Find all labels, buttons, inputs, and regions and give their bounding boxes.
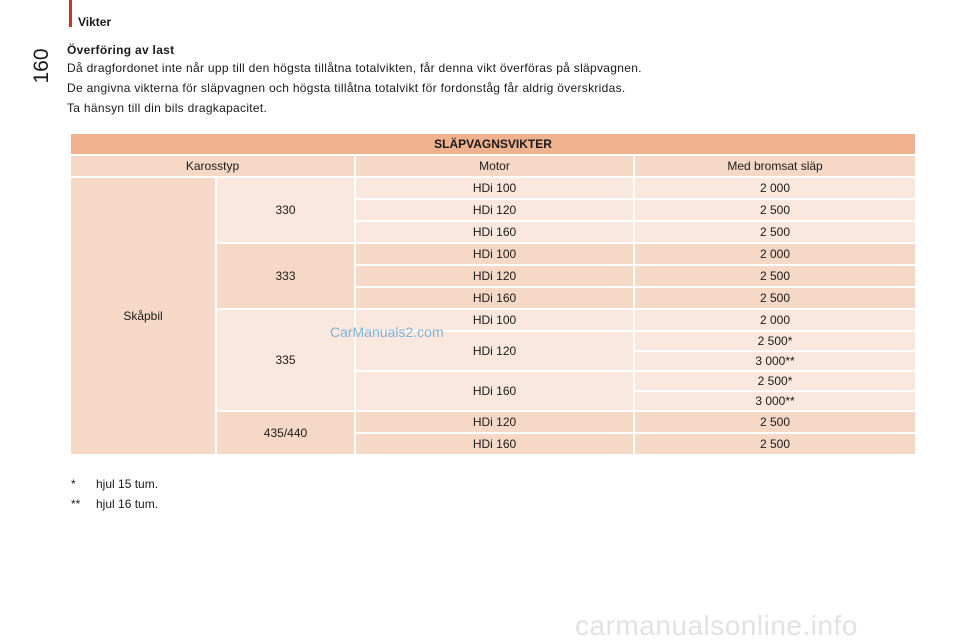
- intro-section: [67, 43, 947, 121]
- engine-cell: HDi 120: [356, 412, 635, 432]
- engine-cell: HDi 160: [356, 434, 635, 454]
- engine-cell: HDi 120: [356, 332, 635, 370]
- column-header-braked-trailer: Med bromsat släp: [635, 156, 915, 176]
- table-title: SLÄPVAGNSVIKTER: [71, 134, 915, 154]
- column-header-engine: Motor: [356, 156, 635, 176]
- column-header-body-type: Karosstyp: [71, 156, 356, 176]
- model-cell: 330: [217, 178, 356, 242]
- model-cell: 435/440: [217, 412, 356, 454]
- engine-cell: HDi 120: [356, 200, 635, 220]
- weight-cell: 3 000**: [635, 392, 915, 410]
- intro-paragraph: De angivna vikterna för släpvagnen och högsta tillåtna totalvikt för fordonståg får aldrig överskridas.: [67, 81, 626, 95]
- footnote-text: hjul 15 tum.: [96, 477, 159, 491]
- footnotes: [71, 474, 158, 514]
- weight-cell: 2 000: [635, 310, 915, 330]
- footnote: [71, 474, 158, 494]
- weight-cell: 2 500*: [635, 332, 915, 350]
- weight-cell: 2 500: [635, 266, 915, 286]
- engine-cell: HDi 100: [356, 310, 635, 330]
- engine-cell: HDi 120: [356, 266, 635, 286]
- weight-cell: 2 000: [635, 178, 915, 198]
- intro-paragraph: Då dragfordonet inte når upp till den högsta tillåtna totalvikten, får denna vikt överföras på släpvagnen.: [67, 61, 642, 75]
- footnote-mark: *: [71, 477, 76, 491]
- weight-cell: 2 500: [635, 412, 915, 432]
- section-marker-bar: [69, 0, 72, 27]
- watermark-carmanuals2: CarManuals2.com: [330, 324, 444, 340]
- footnote: [71, 494, 158, 514]
- weight-cell: 2 500: [635, 222, 915, 242]
- weight-cell: 3 000**: [635, 352, 915, 370]
- footnote-mark: **: [71, 497, 81, 511]
- engine-cell: HDi 100: [356, 244, 635, 264]
- weight-cell: 2 500: [635, 288, 915, 308]
- engine-cell: HDi 100: [356, 178, 635, 198]
- engine-cell: HDi 160: [356, 288, 635, 308]
- watermark-carmanualsonline: carmanualsonline.info: [575, 610, 858, 641]
- weight-cell: 2 500: [635, 200, 915, 220]
- page-number: 160: [30, 48, 53, 84]
- section-title: Vikter: [78, 15, 112, 29]
- intro-heading: Överföring av last: [67, 43, 175, 57]
- weight-cell: 2 500*: [635, 372, 915, 390]
- trailer-weights-table: [71, 132, 915, 456]
- model-cell: 335: [217, 310, 356, 410]
- weight-cell: 2 500: [635, 434, 915, 454]
- model-cell: 333: [217, 244, 356, 308]
- body-type-cell: Skåpbil: [71, 178, 217, 454]
- weight-cell: 2 000: [635, 244, 915, 264]
- engine-cell: HDi 160: [356, 372, 635, 410]
- intro-paragraph: Ta hänsyn till din bils dragkapacitet.: [67, 101, 268, 115]
- footnote-text: hjul 16 tum.: [96, 497, 159, 511]
- engine-cell: HDi 160: [356, 222, 635, 242]
